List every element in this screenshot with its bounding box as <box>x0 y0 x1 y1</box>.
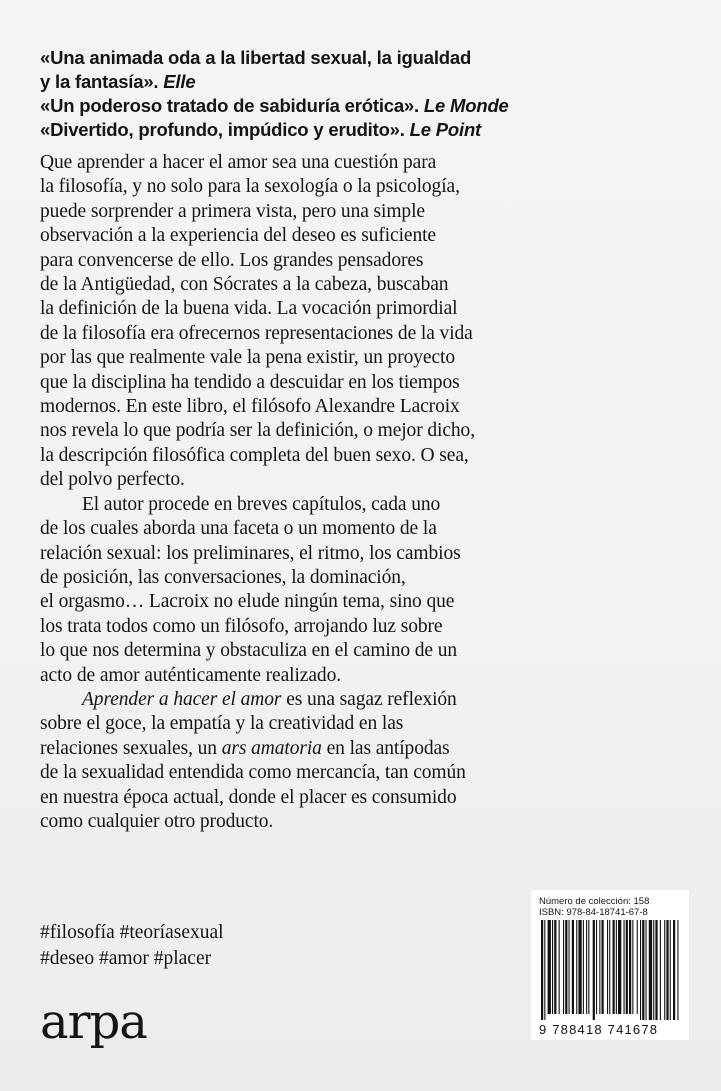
text-line: los trata todos como un filósofo, arrojando luz sobre <box>40 615 443 637</box>
barcode-digits: 9 788418 741678 <box>539 1022 659 1037</box>
isbn-label: ISBN: 978-84-18741-67-8 <box>539 907 648 918</box>
text-line: como cualquier otro producto. <box>40 810 274 832</box>
text-line: de los cuales aborda una faceta o un momento de la <box>40 518 437 540</box>
paragraph-3 <box>40 688 690 834</box>
quote-text: «Una animada oda a la libertad sexual, la igualdad <box>40 47 472 68</box>
text-line: que la disciplina ha tendido a descuidar en los tiempos <box>40 371 460 393</box>
quote-source: Elle <box>163 71 196 92</box>
quote-source: Le Monde <box>423 95 509 116</box>
quote-le-monde <box>40 94 700 118</box>
text-line: de posición, las conversaciones, la dominación, <box>40 566 406 588</box>
text-line: de la filosofía era ofrecernos representaciones de la vida <box>40 322 473 344</box>
hashtag-line: #deseo #amor #placer <box>40 948 212 969</box>
text-line: por las que realmente vale la pena existir, un proyecto <box>40 347 455 369</box>
text-line <box>40 737 690 761</box>
quote-le-point <box>40 118 700 142</box>
hashtag-line: #filosofía #teoríasexual <box>40 922 224 943</box>
text-segment: relaciones sexuales, un <box>40 737 222 759</box>
quote-text: «Un poderoso tratado de sabiduría erótica». <box>40 95 424 116</box>
quote-source: Le Point <box>409 119 482 140</box>
text-line <box>40 688 690 712</box>
press-quotes <box>40 46 700 142</box>
text-line: relación sexual: los preliminares, el ritmo, los cambios <box>40 542 461 564</box>
text-line: acto de amor auténticamente realizado. <box>40 664 341 686</box>
text-line: del polvo perfecto. <box>40 469 185 491</box>
publisher-logo: arpa <box>40 994 147 1050</box>
quote-text: «Divertido, profundo, impúdico y erudito». <box>40 119 410 140</box>
collection-number: Número de colección: 158 <box>539 896 650 907</box>
hashtags <box>40 920 224 972</box>
barcode-icon <box>539 920 681 1020</box>
text-line: nos revela lo que podría ser la definición, o mejor dicho, <box>40 420 475 442</box>
synopsis <box>40 151 690 834</box>
text-line: la descripción filosófica completa del buen sexo. O sea, <box>40 444 469 466</box>
text-line: sobre el goce, la empatía y la creatividad en las <box>40 713 404 735</box>
text-line: puede sorprender a primera vista, pero una simple <box>40 200 425 222</box>
text-line: el orgasmo… Lacroix no elude ningún tema, sino que <box>40 591 455 613</box>
quote-elle <box>40 46 700 94</box>
text-line: modernos. En este libro, el filósofo Alexandre Lacroix <box>40 396 460 418</box>
text-line: la filosofía, y no solo para la sexología o la psicología, <box>40 176 460 198</box>
text-segment: en las antípodas <box>321 737 450 759</box>
barcode-block <box>531 890 689 1040</box>
text-line: Que aprender a hacer el amor sea una cuestión para <box>40 152 437 173</box>
text-line: la definición de la buena vida. La vocación primordial <box>40 298 458 320</box>
quote-text: y la fantasía». <box>40 71 164 92</box>
text-line: de la sexualidad entendida como mercancía, tan común <box>40 762 466 784</box>
text-line: El autor procede en breves capítulos, cada uno <box>82 493 441 515</box>
italic-term: ars amatoria <box>221 737 322 759</box>
text-line: para convencerse de ello. Los grandes pensadores <box>40 249 424 271</box>
text-line: observación a la experiencia del deseo es suficiente <box>40 225 436 247</box>
text-line: lo que nos determina y obstaculiza en el camino de un <box>40 640 458 662</box>
text-segment: es una sagaz reflexión <box>281 688 457 710</box>
book-title: Aprender a hacer el amor <box>82 688 282 710</box>
paragraph-2 <box>40 493 690 688</box>
text-line: de la Antigüedad, con Sócrates a la cabeza, buscaban <box>40 274 449 296</box>
paragraph-1 <box>40 151 690 493</box>
text-line: en nuestra época actual, donde el placer es consumido <box>40 786 457 808</box>
